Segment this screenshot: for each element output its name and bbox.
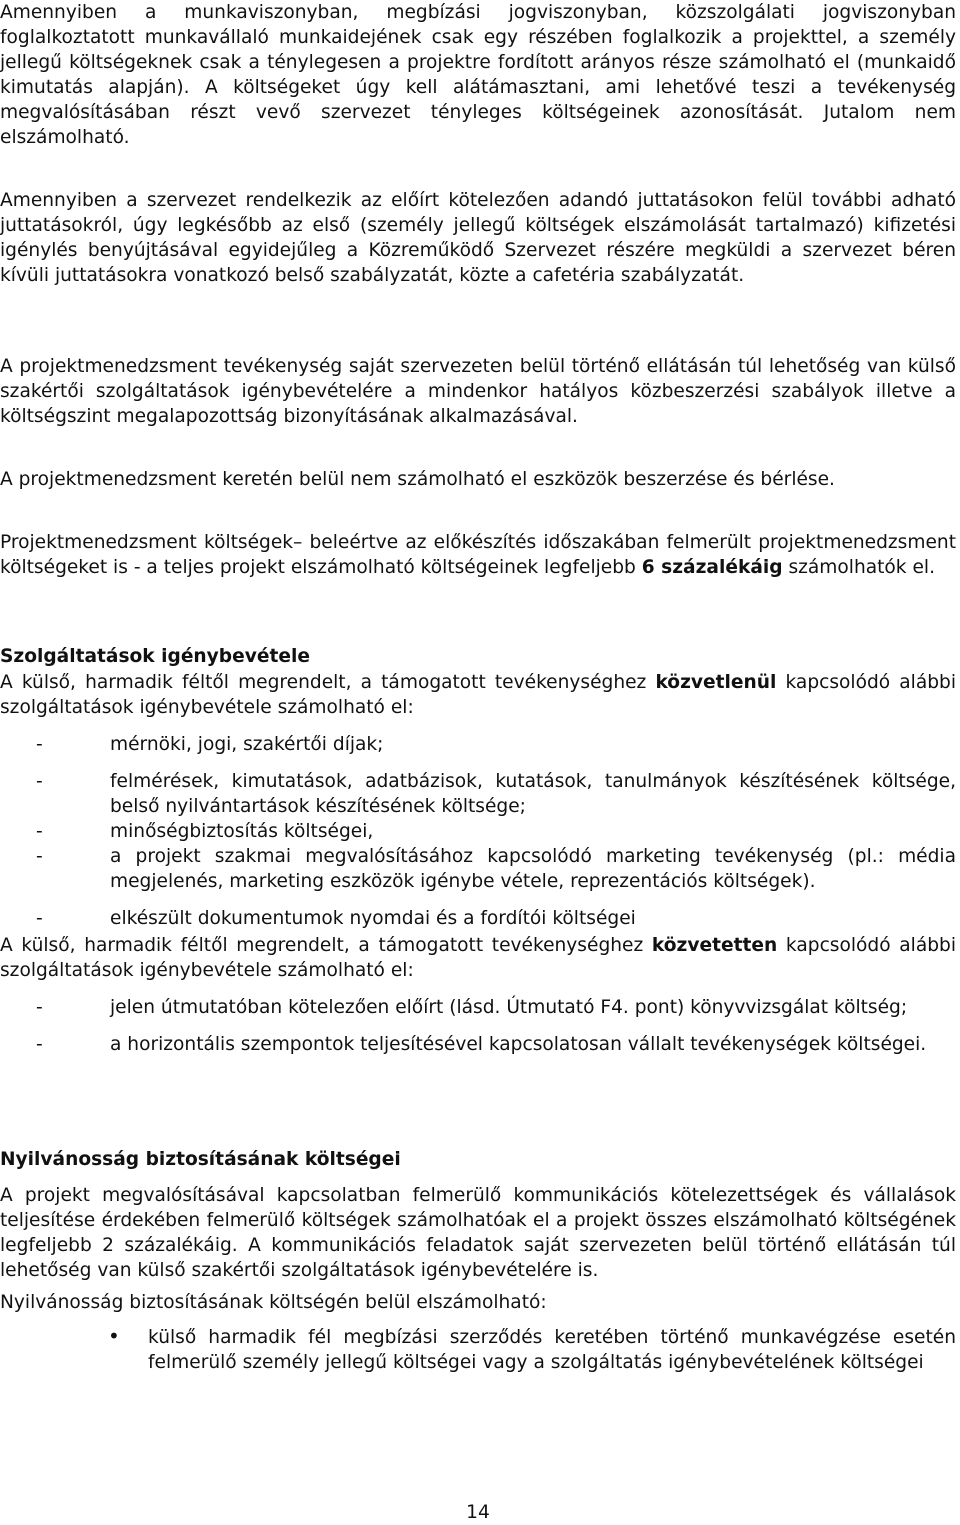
list-item-text: elkészült dokumentumok nyomdai és a fordítói költségei [110, 908, 636, 929]
list-item-text: jelen útmutatóban kötelezően előírt (lásd. Útmutató F4. pont) könyvvizsgálat költség; [110, 997, 908, 1018]
text-span: Projektmenedzsment költségek– beleértve az előkészítés időszakában felmerült projektmenedzsment költségeket is - a teljes projekt elszámolható költségeinek legfeljebb [0, 532, 956, 578]
section-heading: Nyilvánosság biztosításának költségei [0, 1149, 401, 1170]
list-item-text: külső harmadik fél megbízási szerződés keretében történő munkavégzése esetén felmerülő személy jellegű költségei vagy a szolgáltatás igénybevételének költségei [148, 1327, 956, 1373]
list-item-text: a horizontális szempontok teljesítésével kapcsolatosan vállalt tevékenységek költségei. [110, 1034, 927, 1055]
paragraph-pm-assets [0, 467, 956, 492]
list-item [0, 995, 956, 1020]
list-marker: - [36, 846, 43, 867]
list-item [0, 769, 956, 819]
list-item [0, 732, 956, 757]
paragraph-text: A projekt megvalósításával kapcsolatban felmerülő kommunikációs kötelezettségek és vállalások teljesítése érdekében felmerülő költségek számolhatóak el a projekt összes elszámolható költségének legfeljebb 2 százalékáig. A kommunikációs feladatok saját szervezeten belül történő ellátásán túl lehetőség van külső szakértői szolgáltatások igénybevételére is. [0, 1185, 956, 1281]
list-item-text: mérnöki, jogi, szakértői díjak; [110, 734, 384, 755]
list-item [0, 1032, 956, 1057]
list-marker: - [36, 1034, 43, 1055]
publicity-bullet-list [0, 1325, 956, 1375]
paragraph-text: Amennyiben a szervezet rendelkezik az előírt kötelezően adandó juttatásokon felül további adható juttatásokról, úgy legkésőbb az első (személy jellegű költségek elszámolását tartalmazó) kifizetési igénylés benyújtásával egyidejűleg a Közreműködő Szervezet részére megküldi a szervezet béren kívüli juttatásokra vonatkozó belső szabályzatát, közte a cafetéria szabályzatát. [0, 190, 956, 286]
text-span: számolhatók el. [782, 557, 935, 578]
text-span: A külső, harmadik féltől megrendelt, a támogatott tevékenységhez [0, 935, 652, 956]
section-publicity [0, 1147, 956, 1375]
bold-indirect: közvetetten [651, 935, 778, 956]
paragraph-text: A projektmenedzsment tevékenység saját szervezeten belül történő ellátásán túl lehetőség van külső szakértői szolgáltatások igénybevételére a mindenkor hatályos közbeszerzési szabályok illetve a költségszint megalapozottság bizonyításának alkalmazásával. [0, 356, 956, 427]
paragraph-pm-experts [0, 354, 956, 429]
section-heading: Szolgáltatások igénybevétele [0, 646, 310, 667]
text-span: A külső, harmadik féltől megrendelt, a támogatott tevékenységhez [0, 672, 656, 693]
list-item-text: a projekt szakmai megvalósításához kapcsolódó marketing tevékenység (pl.: média megjelenés, marketing eszközök igénybe vétele, reprezentációs költségek). [110, 846, 956, 892]
indirect-services-list [0, 995, 956, 1057]
paragraph-text [0, 530, 956, 580]
text-span: kapcsolódó alábbi szolgáltatások igénybevétele számolható el: [0, 935, 956, 981]
list-marker: - [36, 908, 43, 929]
section-services [0, 644, 956, 1057]
list-marker: • [108, 1324, 120, 1348]
text-span: kapcsolódó alábbi szolgáltatások igénybevétele számolható el: [0, 672, 956, 718]
list-marker: - [36, 997, 43, 1018]
list-item-text: minőségbiztosítás költségei, [110, 821, 374, 842]
list-item [0, 906, 956, 931]
list-marker: - [36, 734, 43, 755]
list-item [0, 1325, 956, 1375]
intro-direct [0, 670, 956, 720]
list-marker: - [36, 821, 43, 842]
direct-services-list [0, 732, 956, 931]
paragraph-text: A projektmenedzsment keretén belül nem számolható el eszközök beszerzése és bérlése. [0, 469, 835, 490]
paragraph-text: Amennyiben a munkaviszonyban, megbízási jogviszonyban, közszolgálati jogviszonyban foglalkoztatott munkavállaló munkaidejének csak egy részében foglalkozik a projekttel, a személy jellegű költségeknek csak a ténylegesen a projektre fordított arányos része számolható el (munkaidő kimutatás alapján). A költségeket úgy kell alátámasztani, ami lehetővé teszi a tevékenység megvalósításában részt vevő szervezet tényleges költségeinek azonosítását. Jutalom nem elszámolható. [0, 2, 956, 148]
intro-indirect [0, 933, 956, 983]
list-item [0, 844, 956, 894]
paragraph-pm-cost-limit [0, 530, 956, 580]
paragraph-text: Nyilvánosság biztosításának költségén belül elszámolható: [0, 1292, 547, 1313]
page-number: 14 [466, 1502, 490, 1523]
list-item [0, 819, 956, 844]
bold-limit: 6 százalékáig [641, 557, 783, 578]
bold-direct: közvetlenül [655, 672, 777, 693]
list-item-text: felmérések, kimutatások, adatbázisok, kutatások, tanulmányok készítésének költsége, belső nyilvántartások készítésének költsége; [110, 771, 956, 817]
paragraph-personnel-costs [0, 0, 956, 150]
paragraph-cafeteria [0, 188, 956, 288]
list-marker: - [36, 771, 43, 792]
